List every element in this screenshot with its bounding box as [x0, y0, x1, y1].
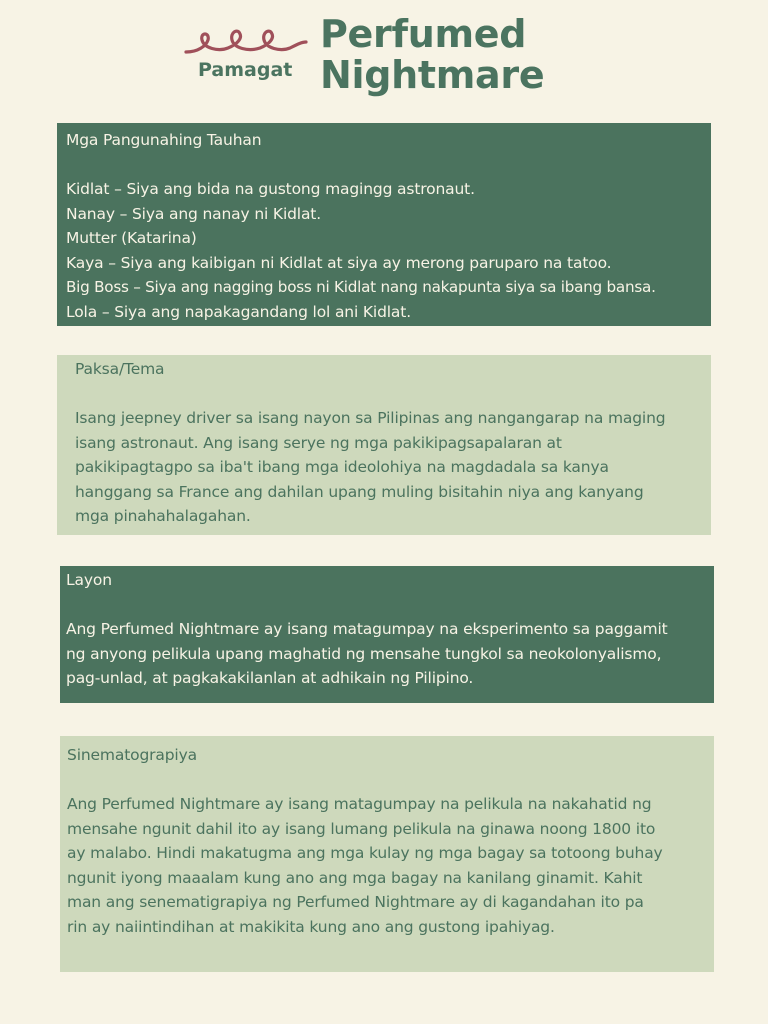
squiggle-decoration-icon	[184, 26, 308, 60]
header-label: Pamagat	[198, 59, 293, 81]
sinematograpiya-line: ay malabo. Hindi makatugma ang mga kulay ng mga bagay sa totoong buhay	[67, 844, 663, 862]
sinematograpiya-line: ngunit iyong maaalam kung ano ang mga bagay na kanilang ginamit. Kahit	[67, 868, 643, 887]
tauhan-line: Lola – Siya ang napakagandang lol ani Kidlat.	[66, 302, 411, 321]
sinematograpiya-line: rin ay naiintindihan at makikita kung ano ang gustong ipahiyag.	[67, 917, 555, 936]
title-line-1: Perfumed	[320, 12, 527, 56]
paksa-line: mga pinahahalagahan.	[75, 507, 251, 525]
section-paksa-title: Paksa/Tema	[75, 360, 165, 378]
section-sinematograpiya-title: Sinematograpiya	[67, 746, 197, 764]
paksa-line: isang astronaut. Ang isang serye ng mga pakikipagsapalaran at	[75, 433, 562, 452]
section-tauhan-title: Mga Pangunahing Tauhan	[66, 131, 262, 149]
paksa-line: pakikipagtagpo sa iba't ibang mga ideolohiya na magdadala sa kanya	[75, 458, 609, 476]
section-layon	[60, 566, 714, 703]
tauhan-line: Kidlat – Siya ang bida na gustong magingg astronaut.	[66, 180, 475, 198]
layon-line: ng anyong pelikula upang maghatid ng mensahe tungkol sa neokolonyalismo,	[66, 644, 662, 663]
title-line-2: Nightmare	[320, 53, 545, 97]
tauhan-line: Nanay – Siya ang nanay ni Kidlat.	[66, 204, 321, 223]
tauhan-line: Mutter (Katarina)	[66, 229, 197, 247]
layon-line: Ang Perfumed Nightmare ay isang matagumpay na eksperimento sa paggamit	[66, 620, 668, 638]
sinematograpiya-line: mensahe ngunit dahil ito ay isang lumang pelikula na ginawa noong 1800 ito	[67, 819, 656, 838]
page-title	[320, 14, 544, 96]
section-sinematograpiya	[60, 736, 714, 972]
section-layon-title: Layon	[66, 571, 112, 589]
section-tauhan	[57, 123, 711, 326]
tauhan-line: Big Boss – Siya ang nagging boss ni Kidlat nang nakapunta siya sa ibang bansa.	[66, 278, 656, 296]
sinematograpiya-line: Ang Perfumed Nightmare ay isang matagumpay na pelikula na nakahatid ng	[67, 795, 652, 813]
paksa-line: Isang jeepney driver sa isang nayon sa Pilipinas ang nangangarap na maging	[75, 409, 666, 427]
tauhan-line: Kaya – Siya ang kaibigan ni Kidlat at siya ay merong paruparo na tatoo.	[66, 253, 612, 272]
layon-line: pag-unlad, at pagkakakilanlan at adhikain ng Pilipino.	[66, 669, 474, 687]
paksa-line: hanggang sa France ang dahilan upang muling bisitahin niya ang kanyang	[75, 482, 644, 501]
sinematograpiya-line: man ang senematigrapiya ng Perfumed Nightmare ay di kagandahan ito pa	[67, 893, 644, 911]
section-paksa	[57, 355, 711, 535]
